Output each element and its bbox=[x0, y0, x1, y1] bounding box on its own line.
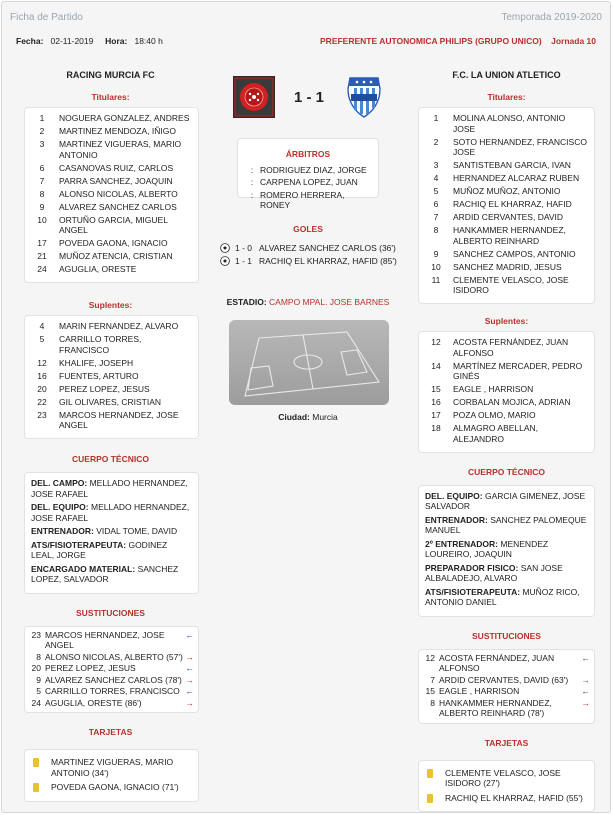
player-name: MARTÍNEZ MERCADER, PEDRO GINÉS bbox=[453, 360, 583, 381]
staff-row bbox=[31, 564, 192, 585]
player-name: ALMAGRO ABELLAN, ALEJANDRO bbox=[453, 423, 539, 444]
staff-row bbox=[425, 539, 588, 560]
city-name: Murcia bbox=[312, 412, 338, 422]
goal-row bbox=[220, 243, 410, 253]
player-number: 20 bbox=[37, 383, 47, 394]
sub-number: 24 bbox=[31, 697, 41, 708]
player-number: 10 bbox=[431, 261, 441, 272]
player-row bbox=[31, 264, 192, 275]
player-number: 2 bbox=[433, 136, 439, 147]
player-name: ARDID CERVANTES, DAVID bbox=[453, 212, 564, 222]
player-name: HANKAMMER HERNANDEZ, ALBERTO REINHARD bbox=[453, 225, 566, 246]
home-substitutions-list bbox=[24, 626, 199, 714]
sub-player-name: PEREZ LOPEZ, JESUS bbox=[45, 663, 136, 673]
staff-name: GARCIA GIMENEZ, JOSE SALVADOR bbox=[425, 490, 586, 511]
player-row bbox=[31, 410, 192, 431]
player-name: HERNANDEZ ALCARAZ RUBEN bbox=[453, 173, 580, 183]
staff-row bbox=[425, 563, 588, 584]
arrow-right-icon: → bbox=[581, 674, 590, 685]
racing-murcia-crest-icon bbox=[232, 75, 276, 119]
card-row bbox=[31, 757, 192, 778]
substitution-row bbox=[423, 686, 590, 697]
player-row bbox=[31, 202, 192, 213]
player-number: 12 bbox=[431, 337, 441, 347]
player-name: GIL OLIVARES, CRISTIAN bbox=[59, 396, 162, 407]
staff-name: MELLADO HERNANDEZ, JOSE RAFAEL bbox=[31, 478, 188, 499]
player-number: 7 bbox=[39, 175, 45, 186]
player-row bbox=[31, 358, 192, 369]
referee-separator: : bbox=[250, 165, 254, 175]
staff-row bbox=[425, 491, 588, 512]
player-number: 17 bbox=[37, 238, 47, 248]
staff-row bbox=[31, 502, 192, 523]
substitution-row bbox=[29, 630, 194, 651]
match-sheet bbox=[1, 1, 611, 813]
staff-row bbox=[31, 526, 192, 537]
card-row bbox=[425, 768, 588, 789]
substitution-row bbox=[423, 675, 590, 686]
staff-role: DEL. CAMPO: bbox=[31, 478, 88, 488]
goal-score: 1 - 1 bbox=[235, 256, 253, 266]
player-row bbox=[31, 321, 192, 332]
player-row bbox=[31, 384, 192, 395]
stadium-info bbox=[217, 297, 399, 307]
player-number: 5 bbox=[39, 334, 45, 344]
staff-role: ENCARGADO MATERIAL: bbox=[31, 563, 136, 574]
staff-role: ENTRENADOR: bbox=[425, 514, 488, 525]
staff-role: PREPARADOR FISICO: bbox=[425, 562, 519, 573]
player-name: MUÑOZ ATENCIA, CRISTIAN bbox=[59, 251, 173, 261]
player-row bbox=[425, 160, 588, 171]
yellow-card-icon bbox=[427, 794, 433, 803]
staff-name: MELLADO HERNANDEZ, JOSE RAFAEL bbox=[31, 502, 190, 523]
player-name: PEREZ LOPEZ, JESUS bbox=[59, 383, 150, 394]
match-info-bar bbox=[2, 32, 610, 52]
player-name: KHALIFE, JOSEPH bbox=[59, 357, 134, 368]
player-number: 8 bbox=[433, 225, 439, 235]
home-starters-title: Titulares: bbox=[91, 92, 130, 102]
player-row bbox=[31, 251, 192, 262]
city-label: Ciudad: bbox=[278, 412, 310, 422]
staff-role: ENTRENADOR: bbox=[31, 526, 94, 536]
home-team-name: RACING MURCIA FC bbox=[66, 70, 155, 80]
referees-list bbox=[244, 165, 372, 210]
staff-name: SANCHEZ LOPEZ, SALVADOR bbox=[31, 563, 179, 584]
player-number: 17 bbox=[431, 410, 441, 420]
player-number: 4 bbox=[39, 321, 45, 331]
player-name: AGUGLIA, ORESTE bbox=[59, 264, 137, 274]
player-number: 9 bbox=[433, 248, 439, 259]
goal-scorer: ALVAREZ SANCHEZ CARLOS (36') bbox=[259, 243, 396, 253]
player-name: ALVAREZ SANCHEZ CARLOS bbox=[59, 201, 177, 212]
player-number: 14 bbox=[431, 360, 441, 371]
player-number: 23 bbox=[37, 409, 47, 420]
player-row bbox=[425, 262, 588, 273]
player-row bbox=[31, 189, 192, 200]
player-name: POZA OLMO, MARIO bbox=[453, 410, 536, 420]
staff-role: ATS/FISIOTERAPEUTA: bbox=[31, 539, 127, 550]
sub-player-name: ARDID CERVANTES, DAVID (63') bbox=[439, 674, 569, 685]
player-number: 16 bbox=[431, 397, 441, 407]
player-row bbox=[425, 225, 588, 246]
sub-number: 5 bbox=[36, 686, 41, 696]
player-name: SOTO HERNANDEZ, FRANCISCO JOSE bbox=[453, 136, 587, 157]
player-number: 1 bbox=[39, 113, 45, 123]
sub-number: 12 bbox=[425, 652, 435, 663]
player-name: SANCHEZ MADRID, JESUS bbox=[453, 261, 562, 272]
player-number: 18 bbox=[431, 423, 441, 433]
away-team-name: F.C. LA UNION ATLETICO bbox=[452, 70, 561, 80]
player-number: 2 bbox=[39, 126, 45, 136]
player-name: SANTISTEBAN GARCIA, IVAN bbox=[453, 160, 571, 170]
season-label: Temporada 2019-2020 bbox=[501, 12, 602, 23]
player-name: PARRA SANCHEZ, JOAQUIN bbox=[59, 175, 173, 186]
player-number: 3 bbox=[39, 139, 45, 149]
title-bar bbox=[2, 2, 610, 30]
pitch-image bbox=[229, 320, 389, 405]
arrow-right-icon: → bbox=[581, 697, 590, 708]
round-label: Jornada 10 bbox=[551, 36, 596, 46]
card-row bbox=[425, 793, 588, 804]
player-name: ORTUÑO GARCIA, MIGUEL ANGEL bbox=[59, 214, 168, 235]
player-number: 22 bbox=[37, 396, 47, 407]
referee-row bbox=[244, 177, 372, 187]
sub-player-name: MARCOS HERNANDEZ, JOSE ANGEL bbox=[45, 629, 165, 650]
substitution-row bbox=[29, 698, 194, 709]
player-row bbox=[31, 215, 192, 236]
home-subs-title: Suplentes: bbox=[88, 300, 133, 310]
player-name: MUÑOZ MUÑOZ, ANTONIO bbox=[453, 186, 561, 196]
player-name: POVEDA GAONA, IGNACIO bbox=[59, 238, 168, 248]
staff-name: SANCHEZ PALOMEQUE MANUEL bbox=[425, 514, 587, 535]
player-row bbox=[31, 126, 192, 137]
competition-name: PREFERENTE AUTONOMICA PHILIPS (GRUPO UNICO) bbox=[320, 36, 542, 46]
player-row bbox=[425, 212, 588, 223]
home-team-column bbox=[12, 59, 209, 802]
goal-score: 1 - 0 bbox=[235, 243, 253, 253]
city-info bbox=[217, 412, 399, 422]
player-number: 6 bbox=[433, 199, 439, 209]
away-substitutions-list bbox=[418, 649, 595, 724]
sub-player-name: HANKAMMER HERNANDEZ, ALBERTO REINHARD (78') bbox=[439, 697, 552, 718]
substitution-row bbox=[423, 698, 590, 719]
staff-name: MUÑOZ RICO, ANTONIO DANIEL bbox=[425, 586, 580, 607]
away-cards-list bbox=[418, 760, 595, 813]
referee-row bbox=[244, 165, 372, 175]
card-player-name: POVEDA GAONA, IGNACIO (71') bbox=[51, 782, 179, 792]
player-row bbox=[425, 423, 588, 444]
sub-player-name: EAGLE , HARRISON bbox=[439, 686, 520, 696]
goals-title: GOLES bbox=[293, 224, 323, 234]
staff-name: GODINEZ LEAL, JORGE bbox=[31, 539, 168, 560]
yellow-card-icon bbox=[33, 758, 39, 767]
player-row bbox=[425, 173, 588, 184]
arrow-left-icon: ← bbox=[185, 663, 194, 673]
away-subs-list bbox=[418, 331, 595, 453]
substitution-row bbox=[423, 653, 590, 674]
player-name: SANCHEZ CAMPOS, ANTONIO bbox=[453, 248, 576, 259]
player-number: 4 bbox=[433, 173, 439, 183]
player-row bbox=[31, 139, 192, 160]
player-row bbox=[31, 397, 192, 408]
player-number: 21 bbox=[37, 251, 47, 261]
player-name: CORBALAN MOJICA, ADRIAN bbox=[453, 397, 571, 407]
referees-box bbox=[237, 138, 379, 210]
player-name: NOGUERA GONZALEZ, ANDRES bbox=[59, 113, 190, 123]
player-name: RACHIQ EL KHARRAZ, HAFID bbox=[453, 199, 572, 209]
player-name: CLEMENTE VELASCO, JOSE ISIDORO bbox=[453, 274, 569, 295]
substitution-row bbox=[29, 663, 194, 674]
player-number: 5 bbox=[433, 186, 439, 196]
player-number: 8 bbox=[39, 188, 45, 199]
sub-player-name: ALVAREZ SANCHEZ CARLOS (78') bbox=[45, 674, 182, 685]
player-number: 15 bbox=[431, 384, 441, 394]
home-staff-list bbox=[24, 472, 199, 594]
player-number: 1 bbox=[433, 113, 439, 123]
player-row bbox=[425, 137, 588, 158]
player-row bbox=[425, 199, 588, 210]
match-time: 18:40 h bbox=[134, 36, 163, 46]
competition-info bbox=[320, 36, 596, 46]
staff-role: ATS/FISIOTERAPEUTA: bbox=[425, 586, 521, 597]
referee-separator: : bbox=[250, 177, 254, 188]
player-number: 12 bbox=[37, 357, 47, 368]
referees-title: ÁRBITROS bbox=[285, 149, 331, 159]
staff-role: DEL. EQUIPO: bbox=[31, 502, 89, 512]
player-row bbox=[425, 275, 588, 296]
player-row bbox=[425, 361, 588, 382]
away-staff-title: CUERPO TÉCNICO bbox=[468, 466, 545, 477]
staff-name: SAN JOSE ALBALADEJO, ALVARO bbox=[425, 562, 563, 583]
arrow-right-icon: → bbox=[185, 651, 194, 662]
player-row bbox=[425, 113, 588, 134]
player-name: MARTINEZ VIGUERAS, MARIO ANTONIO bbox=[59, 139, 182, 160]
arrow-left-icon: ← bbox=[581, 686, 590, 696]
stadium-label: ESTADIO: bbox=[226, 297, 267, 307]
referee-name: RODRIGUEZ DIAZ, JORGE bbox=[260, 165, 367, 175]
player-number: 24 bbox=[37, 264, 47, 274]
player-row bbox=[31, 163, 192, 174]
substitution-row bbox=[29, 652, 194, 663]
sub-player-name: AGUGLIA, ORESTE (86') bbox=[45, 697, 142, 708]
away-staff-list bbox=[418, 485, 595, 617]
goal-row bbox=[220, 256, 410, 266]
referee-row bbox=[244, 190, 372, 210]
away-cards-title: TARJETAS bbox=[484, 737, 529, 748]
player-number: 11 bbox=[431, 274, 441, 285]
player-row bbox=[425, 410, 588, 421]
sub-number: 15 bbox=[425, 686, 435, 696]
player-name: FUENTES, ARTURO bbox=[59, 370, 139, 381]
player-row bbox=[425, 249, 588, 260]
player-name: CASANOVAS RUIZ, CARLOS bbox=[59, 162, 174, 173]
home-staff-title: CUERPO TÉCNICO bbox=[72, 454, 149, 464]
player-row bbox=[31, 113, 192, 124]
sub-player-name: CARRILLO TORRES, FRANCISCO bbox=[45, 686, 180, 696]
player-row bbox=[31, 334, 192, 355]
player-name: ACOSTA FERNÁNDEZ, JUAN ALFONSO bbox=[453, 337, 569, 358]
player-name: EAGLE , HARRISON bbox=[453, 384, 534, 394]
date-label: Fecha: bbox=[16, 36, 44, 46]
arrow-right-icon: → bbox=[185, 697, 194, 708]
card-row bbox=[31, 782, 192, 793]
sub-number: 23 bbox=[31, 629, 41, 640]
sub-player-name: ALONSO NICOLAS, ALBERTO (57') bbox=[45, 651, 183, 662]
sub-number: 20 bbox=[31, 663, 41, 673]
home-cards-title: TARJETAS bbox=[88, 727, 133, 737]
staff-name: MENENDEZ LOUREIRO, JOAQUIN bbox=[425, 538, 549, 559]
home-substitutions-title: SUSTITUCIONES bbox=[76, 607, 145, 618]
player-row bbox=[425, 384, 588, 395]
soccer-ball-icon bbox=[220, 256, 230, 266]
sub-number: 8 bbox=[36, 651, 41, 662]
home-starters-list bbox=[24, 107, 199, 283]
la-union-crest-icon bbox=[342, 75, 386, 119]
player-row bbox=[425, 337, 588, 358]
arrow-left-icon: ← bbox=[581, 652, 590, 663]
goal-scorer: RACHIQ EL KHARRAZ, HAFID (85') bbox=[259, 256, 397, 266]
soccer-ball-icon bbox=[220, 243, 230, 253]
player-number: 6 bbox=[39, 162, 45, 173]
player-row bbox=[31, 238, 192, 249]
player-name: MOLINA ALONSO, ANTONIO JOSE bbox=[453, 113, 566, 134]
staff-row bbox=[425, 587, 588, 608]
match-score: 1 - 1 bbox=[293, 89, 324, 106]
referee-name: ROMERO HERRERA, RONEY bbox=[260, 189, 345, 210]
player-number: 10 bbox=[37, 214, 47, 225]
away-starters-title: Titulares: bbox=[487, 92, 526, 102]
time-label: Hora: bbox=[105, 36, 128, 46]
player-name: MARCOS HERNANDEZ, JOSE ANGEL bbox=[59, 409, 179, 430]
stadium-name: CAMPO MPAL. JOSE BARNES bbox=[269, 297, 390, 307]
player-row bbox=[425, 397, 588, 408]
player-name: CARRILLO TORRES, FRANCISCO bbox=[59, 334, 142, 355]
sub-player-name: ACOSTA FERNÁNDEZ, JUAN ALFONSO bbox=[439, 652, 555, 673]
date-time bbox=[16, 36, 163, 46]
card-player-name: MARTINEZ VIGUERAS, MARIO ANTONIO (34') bbox=[51, 757, 174, 778]
staff-row bbox=[31, 540, 192, 561]
player-name: MARTINEZ MENDOZA, IÑIGO bbox=[59, 126, 176, 136]
staff-row bbox=[425, 515, 588, 536]
referee-separator: : bbox=[250, 189, 254, 200]
home-cards-list bbox=[24, 749, 199, 802]
player-row bbox=[31, 371, 192, 382]
home-subs-list bbox=[24, 315, 199, 439]
scoreboard bbox=[232, 75, 387, 121]
card-player-name: CLEMENTE VELASCO, JOSE ISIDORO (27') bbox=[445, 767, 561, 788]
player-number: 7 bbox=[433, 212, 439, 222]
staff-row bbox=[31, 478, 192, 499]
sub-number: 9 bbox=[36, 674, 41, 685]
staff-role: 2º ENTRENADOR: bbox=[425, 538, 498, 549]
arrow-left-icon: ← bbox=[185, 629, 194, 640]
card-player-name: RACHIQ EL KHARRAZ, HAFID (55') bbox=[445, 792, 583, 803]
match-date: 02-11-2019 bbox=[50, 36, 94, 46]
away-substitutions-title: SUSTITUCIONES bbox=[472, 630, 541, 641]
player-number: 3 bbox=[433, 160, 439, 170]
substitution-row bbox=[29, 675, 194, 686]
referee-name: CARPENA LOPEZ, JUAN bbox=[260, 177, 358, 188]
sub-number: 7 bbox=[430, 674, 435, 685]
sub-number: 8 bbox=[430, 697, 435, 708]
page-title: Ficha de Partido bbox=[10, 12, 83, 23]
goals-list bbox=[220, 243, 410, 269]
arrow-left-icon: ← bbox=[185, 686, 194, 696]
player-row bbox=[31, 176, 192, 187]
staff-name: VIDAL TOME, DAVID bbox=[96, 526, 178, 536]
player-name: ALONSO NICOLAS, ALBERTO bbox=[59, 188, 178, 199]
staff-role: DEL. EQUIPO: bbox=[425, 490, 483, 501]
yellow-card-icon bbox=[427, 769, 433, 778]
player-number: 9 bbox=[39, 201, 45, 212]
arrow-right-icon: → bbox=[185, 674, 194, 685]
yellow-card-icon bbox=[33, 783, 39, 792]
player-number: 16 bbox=[37, 370, 47, 381]
player-row bbox=[425, 186, 588, 197]
substitution-row bbox=[29, 686, 194, 697]
away-subs-title: Suplentes: bbox=[484, 316, 529, 326]
away-team-column bbox=[408, 59, 605, 812]
away-starters-list bbox=[418, 107, 595, 304]
player-name: MARIN FERNANDEZ, ALVARO bbox=[59, 321, 179, 331]
